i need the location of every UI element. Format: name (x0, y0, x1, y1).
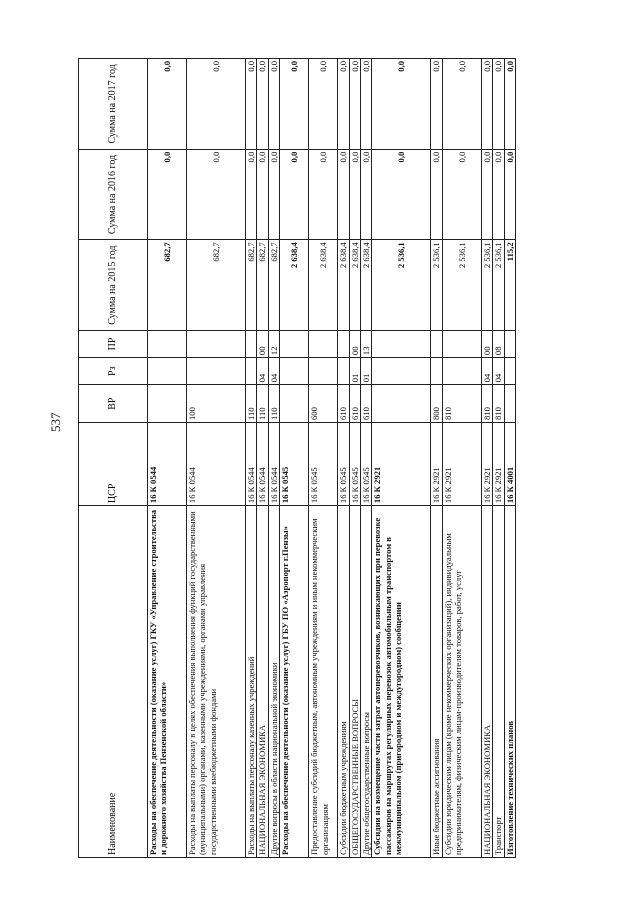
cell-name: Иные бюджетные ассигнования (431, 506, 442, 858)
cell-csr: 16 К 0545 (280, 423, 309, 506)
cell-pr: 00 (481, 330, 492, 357)
cell-sum-2017: 0,0 (493, 59, 504, 150)
header-csr: ЦСР (79, 423, 148, 506)
cell-vr (280, 385, 309, 423)
cell-sum-2015: 2 536,1 (372, 240, 431, 331)
cell-sum-2017: 0,0 (481, 59, 492, 150)
cell-pr (372, 330, 431, 357)
cell-sum-2016: 0,0 (257, 149, 268, 240)
table-row (349, 59, 360, 858)
table-row (280, 59, 309, 858)
table-row (493, 59, 504, 858)
cell-csr: 16 К 2921 (481, 423, 492, 506)
cell-sum-2016: 0,0 (504, 149, 515, 240)
cell-vr (148, 385, 187, 423)
table-row (361, 59, 372, 858)
cell-sum-2017: 0,0 (187, 59, 246, 150)
cell-vr: 110 (246, 385, 257, 423)
cell-sum-2017: 0,0 (246, 59, 257, 150)
cell-sum-2016: 0,0 (349, 149, 360, 240)
cell-csr: 16 К 2921 (493, 423, 504, 506)
cell-name: ОБЩЕГОСУДАРСТВЕННЫЕ ВОПРОСЫ (349, 506, 360, 858)
cell-vr: 610 (361, 385, 372, 423)
cell-sum-2016: 0,0 (442, 149, 481, 240)
table-row (338, 59, 349, 858)
cell-sum-2015: 2 536,1 (431, 240, 442, 331)
cell-name: Расходы на обеспечение деятельности (оказание услуг) ГБУ ПО «Аэропорт г.Пензы» (280, 506, 309, 858)
cell-vr: 600 (309, 385, 338, 423)
cell-csr: 16 К 0545 (361, 423, 372, 506)
cell-csr: 16 К 0544 (257, 423, 268, 506)
cell-name: Расходы на обеспечение деятельности (оказание услуг) ГКУ «Управление строительства и дорожного хозяйства Пензенской области» (148, 506, 187, 858)
cell-name: Транспорт (493, 506, 504, 858)
cell-pr (338, 330, 349, 357)
cell-csr: 16 К 4001 (504, 423, 515, 506)
cell-sum-2016: 0,0 (372, 149, 431, 240)
cell-sum-2017: 0,0 (148, 59, 187, 150)
cell-rz (280, 358, 309, 385)
table-row (309, 59, 338, 858)
cell-vr: 110 (268, 385, 279, 423)
table-row (187, 59, 246, 858)
cell-name: Субсидии бюджетным учреждениям (338, 506, 349, 858)
table-row (481, 59, 492, 858)
cell-vr: 810 (493, 385, 504, 423)
cell-csr: 16 К 2921 (442, 423, 481, 506)
table-row (442, 59, 481, 858)
cell-name: НАЦИОНАЛЬНАЯ ЭКОНОМИКА (257, 506, 268, 858)
header-sum-2015: Сумма на 2015 год (79, 240, 148, 331)
cell-sum-2017: 0,0 (372, 59, 431, 150)
cell-sum-2016: 0,0 (280, 149, 309, 240)
cell-sum-2017: 0,0 (361, 59, 372, 150)
cell-sum-2015: 2 638,4 (349, 240, 360, 331)
cell-vr: 110 (257, 385, 268, 423)
cell-rz: 04 (257, 358, 268, 385)
cell-pr: 00 (257, 330, 268, 357)
cell-name: Другие общегосударственные вопросы (361, 506, 372, 858)
cell-pr (442, 330, 481, 357)
cell-csr: 16 К 0545 (309, 423, 338, 506)
cell-sum-2017: 0,0 (504, 59, 515, 150)
cell-sum-2017: 0,0 (349, 59, 360, 150)
cell-sum-2015: 682,7 (187, 240, 246, 331)
cell-sum-2016: 0,0 (493, 149, 504, 240)
table-row (504, 59, 515, 858)
cell-sum-2016: 0,0 (187, 149, 246, 240)
cell-sum-2017: 0,0 (280, 59, 309, 150)
cell-csr: 16 К 0545 (349, 423, 360, 506)
cell-name: Изготовление технических планов (504, 506, 515, 858)
cell-sum-2016: 0,0 (309, 149, 338, 240)
cell-rz: 01 (349, 358, 360, 385)
cell-pr (187, 330, 246, 357)
header-rz: Рз (79, 358, 148, 385)
cell-rz (372, 358, 431, 385)
cell-pr (309, 330, 338, 357)
cell-sum-2017: 0,0 (268, 59, 279, 150)
table-row (268, 59, 279, 858)
cell-sum-2015: 682,7 (257, 240, 268, 331)
cell-rz: 04 (493, 358, 504, 385)
cell-name: Субсидии юридическим лицам (кроме некоммерческих организаций), индивидуальным предпринимателям, физическим лицам-производителям товаров, работ, услуг (442, 506, 481, 858)
cell-csr: 16 К 0544 (268, 423, 279, 506)
cell-sum-2016: 0,0 (361, 149, 372, 240)
cell-csr: 16 К 0544 (246, 423, 257, 506)
cell-sum-2017: 0,0 (338, 59, 349, 150)
cell-sum-2015: 2 638,4 (309, 240, 338, 331)
cell-vr: 800 (431, 385, 442, 423)
cell-vr: 610 (338, 385, 349, 423)
table-header-row (79, 59, 148, 858)
cell-vr (504, 385, 515, 423)
cell-csr: 16 К 2921 (431, 423, 442, 506)
header-vr: ВР (79, 385, 148, 423)
cell-rz (504, 358, 515, 385)
cell-sum-2016: 0,0 (338, 149, 349, 240)
cell-rz (309, 358, 338, 385)
table-row (431, 59, 442, 858)
table-row (257, 59, 268, 858)
cell-sum-2015: 2 536,1 (442, 240, 481, 331)
cell-pr (148, 330, 187, 357)
cell-sum-2017: 0,0 (431, 59, 442, 150)
cell-pr (504, 330, 515, 357)
cell-rz (431, 358, 442, 385)
cell-sum-2017: 0,0 (309, 59, 338, 150)
cell-name: НАЦИОНАЛЬНАЯ ЭКОНОМИКА (481, 506, 492, 858)
cell-sum-2015: 682,7 (246, 240, 257, 331)
cell-pr (431, 330, 442, 357)
cell-name: Расходы на выплаты персоналу казенных учреждений (246, 506, 257, 858)
budget-table (78, 58, 516, 858)
cell-pr (246, 330, 257, 357)
cell-sum-2016: 0,0 (246, 149, 257, 240)
cell-sum-2015: 2 638,4 (280, 240, 309, 331)
header-pr: ПР (79, 330, 148, 357)
cell-rz: 01 (361, 358, 372, 385)
cell-sum-2015: 2 638,4 (338, 240, 349, 331)
cell-sum-2016: 0,0 (148, 149, 187, 240)
cell-rz (246, 358, 257, 385)
cell-vr: 610 (349, 385, 360, 423)
table-row (372, 59, 431, 858)
cell-csr: 16 К 0544 (148, 423, 187, 506)
table-row (246, 59, 257, 858)
cell-name: Предоставление субсидий бюджетным, автономным учреждениям и иным некоммерческим организациям (309, 506, 338, 858)
cell-csr: 16 К 0545 (338, 423, 349, 506)
cell-csr: 16 К 2921 (372, 423, 431, 506)
cell-sum-2017: 0,0 (257, 59, 268, 150)
table-row (148, 59, 187, 858)
cell-pr: 13 (361, 330, 372, 357)
cell-sum-2015: 2 536,1 (493, 240, 504, 331)
cell-name: Другие вопросы в области национальной экономики (268, 506, 279, 858)
page-number: 537 (48, 412, 63, 432)
cell-rz: 04 (481, 358, 492, 385)
header-sum-2017: Сумма на 2017 год (79, 59, 148, 150)
cell-vr: 810 (442, 385, 481, 423)
cell-name: Расходы на выплаты персоналу в целях обеспечения выполнения функций государственными (муниципальными) органами, казенными учреждениями, органами управления государственными внебюджетными фондами (187, 506, 246, 858)
cell-pr: 00 (349, 330, 360, 357)
cell-pr: 12 (268, 330, 279, 357)
cell-rz: 04 (268, 358, 279, 385)
cell-vr (372, 385, 431, 423)
cell-sum-2017: 0,0 (442, 59, 481, 150)
cell-csr: 16 К 0544 (187, 423, 246, 506)
cell-sum-2015: 682,7 (268, 240, 279, 331)
cell-pr: 08 (493, 330, 504, 357)
cell-sum-2015: 2 536,1 (481, 240, 492, 331)
cell-sum-2015: 2 638,4 (361, 240, 372, 331)
cell-sum-2015: 682,7 (148, 240, 187, 331)
cell-sum-2016: 0,0 (431, 149, 442, 240)
cell-sum-2016: 0,0 (481, 149, 492, 240)
cell-rz (338, 358, 349, 385)
cell-vr: 810 (481, 385, 492, 423)
cell-pr (280, 330, 309, 357)
cell-sum-2015: 115,2 (504, 240, 515, 331)
header-sum-2016: Сумма на 2016 год (79, 149, 148, 240)
rotated-page (78, 58, 558, 858)
cell-sum-2016: 0,0 (268, 149, 279, 240)
cell-rz (187, 358, 246, 385)
header-name: Наименование (79, 506, 148, 858)
cell-name: Субсидии на возмещение части затрат автоперевозчиков, возникающих при перевозке пассажиров на маршрутах регулярных перевозок автомобильным транспортом в межмуниципальном (пригородном и междугородном) сообщении (372, 506, 431, 858)
cell-rz (442, 358, 481, 385)
cell-vr: 100 (187, 385, 246, 423)
cell-rz (148, 358, 187, 385)
